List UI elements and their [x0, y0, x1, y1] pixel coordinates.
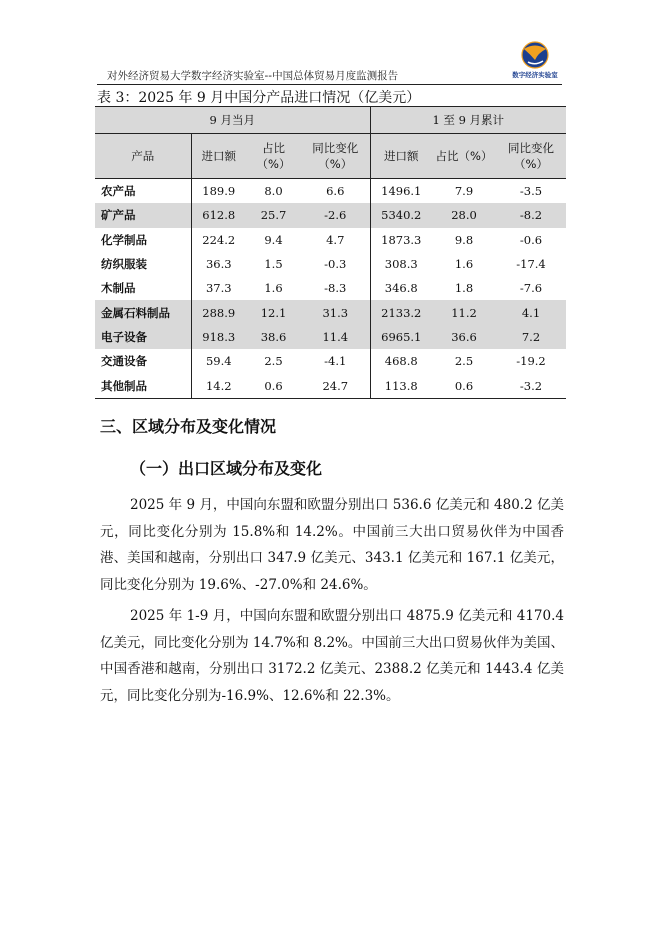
lab-logo [508, 40, 562, 82]
cell-m-amount: 224.2 [202, 232, 236, 247]
cell-c-amount: 113.8 [370, 373, 432, 398]
cell-m-amount: 189.9 [202, 184, 236, 199]
cell-c-amount: 308.3 [384, 257, 418, 272]
row-name: 其他制品 [95, 373, 191, 398]
cell-m-change: -2.6 [301, 203, 370, 227]
header-text: 对外经济贸易大学数字经济实验室--中国总体贸易月度监测报告 [107, 70, 399, 82]
change-cum-line1: 同比变化 [508, 141, 554, 155]
change-line2: （%） [318, 157, 353, 171]
cell-c-amount: 1496.1 [381, 184, 422, 199]
cell-c-share: 7.9 [454, 184, 474, 199]
row-name: 电子设备 [95, 325, 191, 349]
cell-m-change: 11.4 [301, 325, 370, 349]
row-name: 农产品 [95, 179, 191, 204]
cell-m-change: 24.7 [301, 373, 370, 398]
cell-m-amount: 612.8 [191, 203, 246, 227]
table-title: 表 3：2025 年 9 月中国分产品进口情况（亿美元） [97, 90, 421, 106]
change-cum-line2: （%） [514, 157, 548, 171]
cell-c-share: 28.0 [432, 203, 496, 227]
group-header-cumulative: 1 至 9 月累计 [370, 107, 566, 134]
table-row [95, 300, 566, 324]
cell-m-change: -8.3 [301, 276, 370, 300]
cell-m-share: 1.5 [264, 257, 283, 272]
cell-c-change: 7.2 [496, 325, 566, 349]
logo-caption: 数字经济实验室 [512, 71, 558, 79]
col-header-amount-cum: 进口额 [370, 134, 432, 179]
row-name: 纺织服装 [95, 252, 191, 276]
table-row [95, 179, 566, 204]
cell-c-amount: 468.8 [384, 354, 418, 369]
table-row [95, 373, 566, 398]
cell-c-change: -8.2 [496, 203, 566, 227]
col-header-change [301, 134, 370, 179]
row-name: 交通设备 [95, 349, 191, 373]
cell-m-amount: 14.2 [191, 373, 246, 398]
group-header-row [95, 107, 566, 134]
table-row [95, 325, 566, 349]
cell-c-amount: 346.8 [384, 281, 418, 296]
col-header-share-cum: 占比（%） [432, 134, 496, 179]
row-name: 金属石料制品 [95, 300, 191, 324]
cell-c-share: 36.6 [432, 325, 496, 349]
cell-c-share: 2.5 [454, 354, 474, 369]
col-header-amount: 进口额 [191, 134, 246, 179]
cell-c-share: 0.6 [432, 373, 496, 398]
paragraph-cumulative: 2025 年 1-9 月，中国向东盟和欧盟分别出口 4875.9 亿美元和 4170.4 亿美元，同比变化分别为 14.7%和 8.2%。中国前三大出口贸易伙伴为美国、中国香港和越南，分别出口 3172.2 亿美元、2388.2 亿美元和 1443.4 亿美元，同比变化分别为-16.9%、12.6%和 22.3%。 [100, 608, 564, 704]
cell-m-change: 4.7 [301, 228, 370, 252]
row-name: 化学制品 [95, 228, 191, 252]
cell-m-change: 6.6 [301, 179, 370, 204]
cell-m-share: 2.5 [264, 354, 283, 369]
col-header-product: 产品 [95, 134, 191, 179]
globe-logo-icon [508, 40, 562, 70]
paragraph-monthly: 2025 年 9 月，中国向东盟和欧盟分别出口 536.6 亿美元和 480.2 亿美元，同比变化分别为 15.8%和 14.2%。中国前三大出口贸易伙伴为中国香港、美国和越南，分别出口 347.9 亿美元、343.1 亿美元和 167.1 亿美元，同比变化分别为 19.6%、-27.0%和 24.6%。 [100, 497, 564, 593]
cell-c-change: -7.6 [519, 281, 543, 296]
table-row [95, 252, 566, 276]
cell-m-amount: 918.3 [191, 325, 246, 349]
cell-m-share: 38.6 [246, 325, 301, 349]
cell-c-share: 9.8 [454, 232, 474, 247]
table-row [95, 228, 566, 252]
cell-c-amount: 1873.3 [381, 232, 422, 247]
cell-c-change: -3.2 [496, 373, 566, 398]
group-header-month: 9 月当月 [95, 107, 370, 134]
cell-c-amount: 2133.2 [370, 300, 432, 324]
cell-m-amount: 36.3 [205, 257, 232, 272]
table-row [95, 349, 566, 373]
cell-m-change: -0.3 [301, 252, 370, 276]
cell-m-amount: 37.3 [205, 281, 232, 296]
cell-c-change: -0.6 [519, 232, 543, 247]
row-name: 木制品 [95, 276, 191, 300]
table-row [95, 203, 566, 227]
table-row [95, 276, 566, 300]
column-header-row [95, 134, 566, 179]
cell-m-change: -4.1 [301, 349, 370, 373]
section-heading: 三、区域分布及变化情况 [100, 417, 277, 436]
col-header-share [246, 134, 301, 179]
cell-m-change: 31.3 [301, 300, 370, 324]
col-header-change-cum [496, 134, 566, 179]
cell-c-change: -3.5 [519, 184, 543, 199]
import-table [95, 106, 566, 399]
cell-c-share: 1.8 [454, 281, 474, 296]
cell-c-change: -17.4 [516, 257, 546, 272]
page-header [97, 62, 562, 85]
cell-m-share: 0.6 [246, 373, 301, 398]
cell-c-change: -19.2 [516, 354, 546, 369]
cell-m-amount: 59.4 [205, 354, 232, 369]
share-line2: （%） [256, 157, 291, 171]
section-subheading: （一）出口区域分布及变化 [130, 459, 323, 478]
cell-m-share: 9.4 [264, 232, 283, 247]
cell-m-share: 1.6 [264, 281, 283, 296]
cell-m-share: 8.0 [264, 184, 283, 199]
change-line1: 同比变化 [312, 141, 359, 155]
cell-c-share: 11.2 [432, 300, 496, 324]
cell-c-amount: 5340.2 [370, 203, 432, 227]
cell-m-amount: 288.9 [191, 300, 246, 324]
cell-m-share: 12.1 [246, 300, 301, 324]
cell-c-change: 4.1 [496, 300, 566, 324]
cell-m-share: 25.7 [246, 203, 301, 227]
cell-c-share: 1.6 [454, 257, 474, 272]
share-line1: 占比 [262, 141, 285, 155]
cell-c-amount: 6965.1 [370, 325, 432, 349]
row-name: 矿产品 [95, 203, 191, 227]
